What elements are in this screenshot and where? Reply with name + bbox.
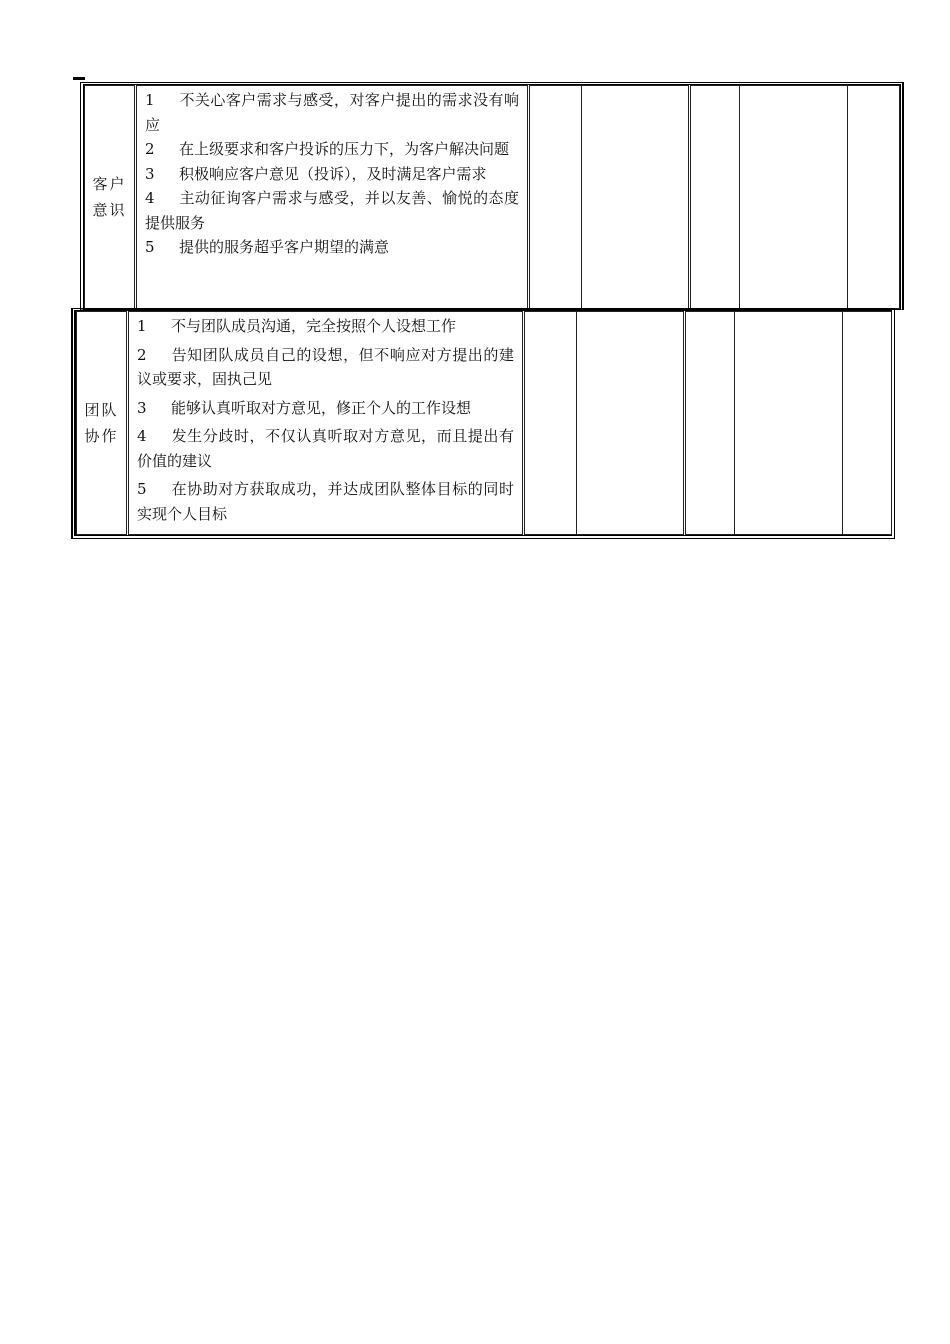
competency-label xyxy=(85,86,136,309)
level-text: 主动征询客户需求与感受，并以友善、愉悦的态度提供服务 xyxy=(145,189,519,232)
level-item xyxy=(145,137,519,162)
score-cell[interactable] xyxy=(685,312,735,535)
level-item xyxy=(137,424,514,473)
score-cell[interactable] xyxy=(843,312,892,535)
level-descriptions xyxy=(136,86,529,309)
level-number: 4 xyxy=(145,189,155,207)
level-text: 发生分歧时，不仅认真听取对方意见，而且提出有价值的建议 xyxy=(137,427,514,470)
score-cell[interactable] xyxy=(735,312,843,535)
competency-label-line2: 协作 xyxy=(84,427,119,445)
score-cell[interactable] xyxy=(690,86,740,309)
competency-table-customer xyxy=(80,82,904,310)
level-number: 2 xyxy=(145,140,155,158)
level-text: 在上级要求和客户投诉的压力下，为客户解决问题 xyxy=(179,140,510,158)
corner-mark xyxy=(73,77,85,80)
competency-label-line1: 团队 xyxy=(84,401,119,419)
competency-row-customer-awareness xyxy=(84,85,900,309)
level-item xyxy=(145,162,519,187)
level-text: 积极响应客户意见（投诉），及时满足客户需求 xyxy=(179,164,487,183)
competency-table-teamwork xyxy=(71,308,895,539)
competency-row-teamwork xyxy=(76,311,892,535)
competency-label xyxy=(77,312,128,535)
level-number: 3 xyxy=(145,164,155,183)
level-item xyxy=(145,88,519,137)
level-descriptions xyxy=(128,312,524,535)
level-number: 3 xyxy=(137,398,147,417)
level-item xyxy=(137,343,514,392)
level-item xyxy=(145,235,519,260)
level-text: 告知团队成员自己的设想，但不响应对方提出的建议或要求，固执己见 xyxy=(137,345,514,388)
level-text: 能够认真听取对方意见，修正个人的工作设想 xyxy=(171,398,472,417)
score-cell[interactable] xyxy=(740,86,848,309)
level-number: 5 xyxy=(145,238,155,256)
level-item xyxy=(137,396,514,421)
score-cell[interactable] xyxy=(582,86,690,309)
level-item xyxy=(137,314,514,339)
level-item xyxy=(137,477,514,526)
score-cell[interactable] xyxy=(577,312,685,535)
score-cell[interactable] xyxy=(524,312,577,535)
level-text: 不与团队成员沟通，完全按照个人设想工作 xyxy=(171,317,457,335)
level-text: 不关心客户需求与感受，对客户提出的需求没有响应 xyxy=(145,91,519,134)
level-number: 4 xyxy=(137,427,147,445)
level-text: 在协助对方获取成功，并达成团队整体目标的同时实现个人目标 xyxy=(137,480,514,523)
competency-label-line2: 意识 xyxy=(92,201,127,219)
level-number: 1 xyxy=(145,91,155,109)
score-cell[interactable] xyxy=(529,86,582,309)
level-number: 1 xyxy=(137,317,147,335)
score-cell[interactable] xyxy=(848,86,900,309)
competency-label-line1: 客户 xyxy=(92,175,127,193)
level-text: 提供的服务超乎客户期望的满意 xyxy=(179,238,390,256)
level-number: 5 xyxy=(137,480,147,498)
level-item xyxy=(145,186,519,235)
level-number: 2 xyxy=(137,345,147,364)
